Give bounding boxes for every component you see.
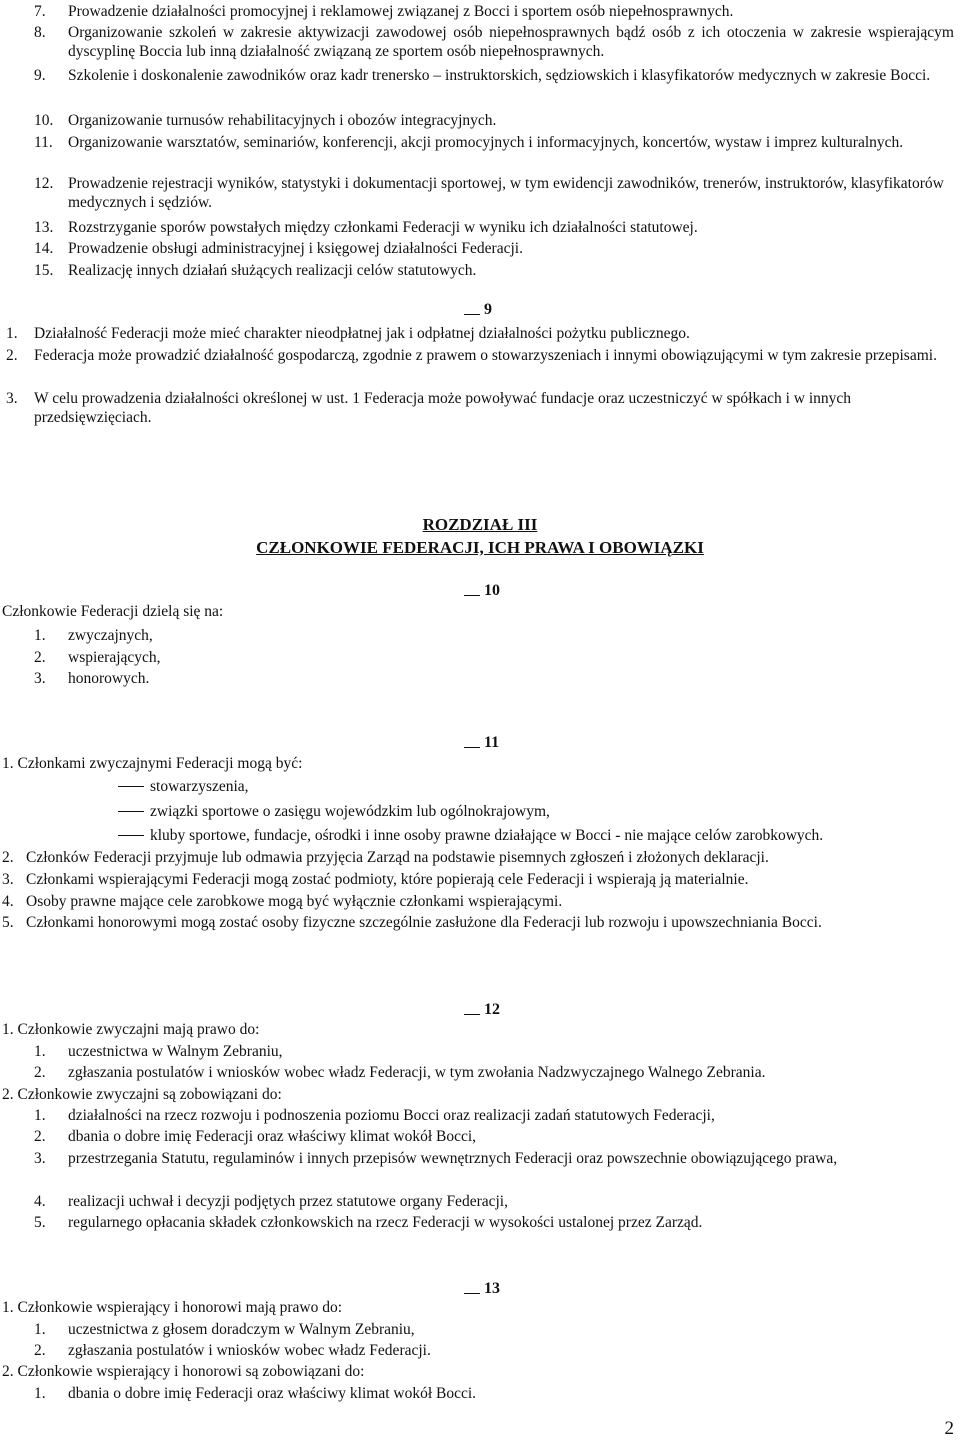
item-number: 10.	[34, 112, 54, 129]
item-number: 3.	[6, 390, 18, 407]
item-number: 2.	[34, 1342, 46, 1359]
item-text: zwyczajnych,	[68, 627, 153, 644]
section-number: 10	[484, 582, 500, 599]
list-item	[2, 870, 956, 889]
paragraph-sign-icon	[464, 730, 480, 752]
list-item	[34, 1127, 954, 1146]
item-text: Członków Federacji przyjmuje lub odmawia przyjęcia Zarząd na podstawie pisemnych zgłoszeń i złożonych deklaracji.	[26, 849, 769, 866]
dash-item: stowarzyszenia,	[150, 778, 249, 795]
item-number: 3.	[2, 871, 14, 888]
paragraph-sign-icon	[464, 997, 480, 1019]
list-item	[34, 1192, 954, 1211]
item-number: 2.	[34, 1064, 46, 1081]
section-lead: 1. Członkami zwyczajnymi Federacji mogą być:	[2, 755, 303, 772]
list-item	[2, 848, 956, 867]
list-item	[34, 239, 954, 258]
list-item	[2, 892, 956, 911]
list-item	[34, 648, 434, 667]
section-number: 13	[484, 1280, 500, 1297]
list-item	[34, 1320, 954, 1339]
item-text: honorowych.	[68, 670, 150, 687]
item-text: uczestnictwa z głosem doradczym w Walnym Zebraniu,	[68, 1321, 415, 1338]
list-item	[34, 111, 954, 130]
item-text: Członkami wspierającymi Federacji mogą zostać podmioty, które popierają cele Federacji i wspierają ją materialnie.	[26, 871, 749, 888]
item-number: 13.	[34, 219, 54, 236]
item-text: zgłaszania postulatów i wniosków wobec władz Federacji, w tym zwołania Nadzwyczajnego Walnego Zebrania.	[68, 1064, 766, 1081]
list-item	[34, 133, 954, 152]
item-text: realizacji uchwał i decyzji podjętych przez statutowe organy Federacji,	[68, 1193, 508, 1210]
list-item	[34, 2, 954, 21]
item-number: 14.	[34, 240, 54, 257]
item-number: 7.	[34, 3, 46, 20]
section-heading-13	[464, 1276, 500, 1298]
dash-item: związki sportowe o zasięgu wojewódzkim lub ogólnokrajowym,	[150, 803, 550, 820]
item-text: Członkami honorowymi mogą zostać osoby fizyczne szczególnie zasłużone dla Federacji lub rozwoju i upowszechniania Bocci.	[26, 914, 822, 931]
list-item	[34, 1063, 954, 1082]
item-text: W celu prowadzenia działalności określonej w ust. 1 Federacja może powoływać fundacje oraz uczestniczyć w spółkach i w innych przedsięwzięciach.	[34, 390, 852, 426]
item-number: 12.	[34, 175, 54, 192]
section-number: 9	[484, 301, 492, 318]
list-item	[34, 1384, 954, 1403]
dash-item: kluby sportowe, fundacje, ośrodki i inne osoby prawne działające w Bocci - nie mające celów zarobkowych.	[150, 827, 824, 844]
item-number: 5.	[2, 914, 14, 931]
item-number: 3.	[34, 1150, 46, 1167]
section-lead: 2. Członkowie zwyczajni są zobowiązani do:	[2, 1086, 282, 1103]
section-lead: 2. Członkowie wspierający i honorowi są zobowiązani do:	[2, 1363, 365, 1380]
section-intro: Członkowie Federacji dzielą się na:	[2, 603, 224, 620]
item-number: 1.	[34, 1321, 46, 1338]
item-number: 1.	[34, 1385, 46, 1402]
item-text: Realizację innych działań służących realizacji celów statutowych.	[68, 262, 477, 279]
list-item	[34, 261, 954, 280]
list-item	[34, 1106, 954, 1125]
list-item	[34, 1149, 954, 1168]
item-text: Federacja może prowadzić działalność gospodarczą, zgodnie z prawem o stowarzyszeniach i innymi obowiązującymi w tym zakresie przepisami.	[34, 347, 937, 364]
dash-bullet-icon	[118, 811, 144, 812]
item-text: Szkolenie i doskonalenie zawodników oraz kadr trenersko – instruktorskich, sędziowskich i klasyfikatorów medycznych w zakresie Bocci.	[68, 67, 931, 84]
section-number: 12	[484, 1001, 500, 1018]
item-number: 1.	[34, 1043, 46, 1060]
section-lead: 1. Członkowie wspierający i honorowi mają prawo do:	[2, 1299, 343, 1316]
item-text: uczestnictwa w Walnym Zebraniu,	[68, 1043, 283, 1060]
list-item	[6, 389, 956, 427]
item-number: 4.	[2, 893, 14, 910]
item-text: wspierających,	[68, 649, 161, 666]
item-number: 2.	[34, 1128, 46, 1145]
section-heading-10	[464, 578, 500, 600]
paragraph-sign-icon	[464, 578, 480, 600]
item-text: Organizowanie warsztatów, seminariów, konferencji, akcji promocyjnych i informacyjnych, koncertów, wystaw i imprez kulturalnych.	[68, 134, 904, 151]
item-number: 8.	[34, 24, 46, 41]
item-number: 9.	[34, 67, 46, 84]
item-number: 1.	[34, 1107, 46, 1124]
item-text: Organizowanie turnusów rehabilitacyjnych i obozów integracyjnych.	[68, 112, 497, 129]
item-text: regularnego opłacania składek członkowskich na rzecz Federacji w wysokości ustalonej przez Zarząd.	[68, 1214, 703, 1231]
item-number: 1.	[34, 627, 46, 644]
list-item	[34, 626, 434, 645]
item-text: Organizowanie szkoleń w zakresie aktywizacji zawodowej osób niepełnosprawnych bądź osób z ich otoczenia w zakresie wspierającym dyscyplinę Boccia lub inną działalność związaną ze sportem osób niepełnosprawnych.	[68, 24, 954, 60]
item-number: 2.	[2, 849, 14, 866]
page-number: 2	[944, 1418, 954, 1439]
item-number: 2.	[6, 347, 18, 364]
dash-bullet-icon	[118, 786, 144, 787]
section-heading-11	[464, 730, 499, 752]
paragraph-sign-icon	[464, 297, 480, 319]
item-number: 4.	[34, 1193, 46, 1210]
list-item	[34, 23, 954, 61]
item-text: Osoby prawne mające cele zarobkowe mogą być wyłącznie członkami wspierającymi.	[26, 893, 563, 910]
section-heading-9	[464, 297, 492, 319]
list-item	[34, 174, 954, 212]
list-item	[34, 669, 434, 688]
item-text: Prowadzenie obsługi administracyjnej i księgowej działalności Federacji.	[68, 240, 523, 257]
list-item	[6, 324, 956, 343]
item-text: Prowadzenie rejestracji wyników, statystyki i dokumentacji sportowej, w tym ewidencji zawodników, trenerów, instruktorów, klasyfikatorów medycznych i sędziów.	[68, 175, 944, 211]
list-item	[34, 66, 954, 85]
list-item	[34, 218, 954, 237]
item-number: 11.	[34, 134, 53, 151]
item-number: 15.	[34, 262, 54, 279]
list-item	[34, 1042, 954, 1061]
list-item	[34, 1341, 954, 1360]
item-text: przestrzegania Statutu, regulaminów i innych przepisów wewnętrznych Federacji oraz powszechnie obowiązującego prawa,	[68, 1150, 838, 1167]
section-lead: 1. Członkowie zwyczajni mają prawo do:	[2, 1021, 260, 1038]
item-text: dbania o dobre imię Federacji oraz właściwy klimat wokół Bocci,	[68, 1128, 477, 1145]
item-number: 2.	[34, 649, 46, 666]
item-number: 5.	[34, 1214, 46, 1231]
item-text: dbania o dobre imię Federacji oraz właściwy klimat wokół Bocci.	[68, 1385, 477, 1402]
item-number: 3.	[34, 670, 46, 687]
item-text: działalności na rzecz rozwoju i podnoszenia poziomu Bocci oraz realizacji zadań statutowych Federacji,	[68, 1107, 715, 1124]
chapter-title: ROZDZIAŁ III	[422, 515, 538, 534]
dash-bullet-icon	[118, 835, 144, 836]
item-text: Rozstrzyganie sporów powstałych między członkami Federacji w wyniku ich działalności statutowej.	[68, 219, 698, 236]
section-heading-12	[464, 997, 500, 1019]
item-number: 1.	[6, 325, 18, 342]
chapter-subtitle: CZŁONKOWIE FEDERACJI, ICH PRAWA I OBOWIĄZKI	[256, 538, 704, 557]
item-text: Prowadzenie działalności promocyjnej i reklamowej związanej z Bocci i sportem osób niepełnosprawnych.	[68, 3, 734, 20]
paragraph-sign-icon	[464, 1276, 480, 1298]
list-item	[34, 1213, 954, 1232]
item-text: zgłaszania postulatów i wniosków wobec władz Federacji.	[68, 1342, 431, 1359]
section-number: 11	[484, 734, 500, 751]
list-item	[6, 346, 956, 365]
list-item	[2, 913, 956, 932]
item-text: Działalność Federacji może mieć charakter nieodpłatnej jak i odpłatnej działalności pożytku publicznego.	[34, 325, 690, 342]
